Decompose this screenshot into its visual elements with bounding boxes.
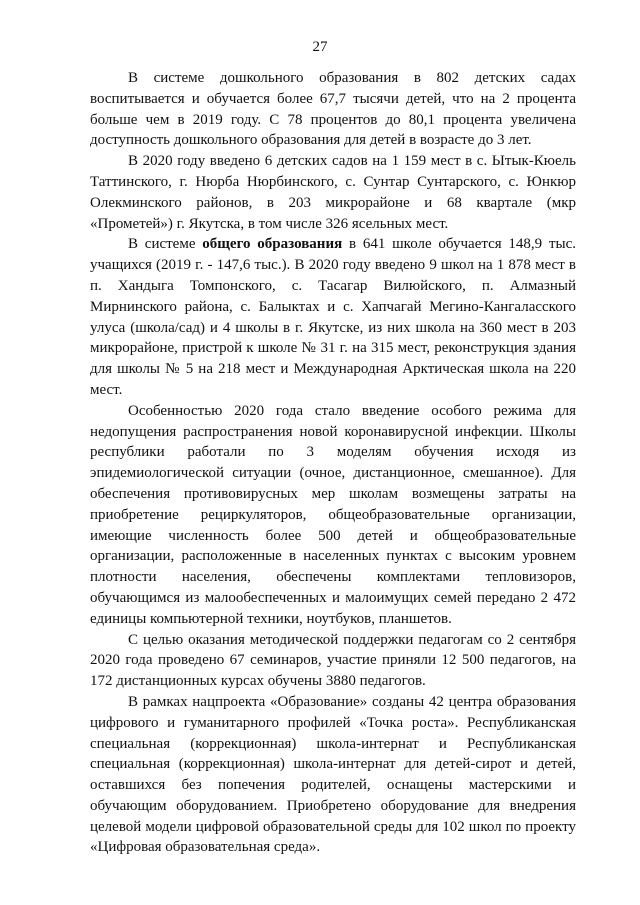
paragraph-general-education-intro: В системе xyxy=(128,236,203,253)
paragraph-national-project: В рамках нацпроекта «Образование» созданы 42 центра образования цифрового и гуманитарного профилей «Точка роста». Республиканская специальная (коррекционная) школа-интернат и Республиканская специальная (коррекционная) школа-интернат для детей-сирот и детей, оставшихся без попечения родителей, оснащены мастерскими и обучающим оборудованием. Приобретено оборудование для внедрения целевой модели цифровой образовательной среды для 102 школ по проекту «Цифровая образовательная среда». xyxy=(90,693,576,856)
paragraph-kindergartens-built: В 2020 году введено 6 детских садов на 1 159 мест в с. Ытык-Кюель Таттинского, г. Нюрба Нюрбинского, с. Сунтар Сунтарского, с. Юнкюр Олекминского районов, в 203 микрорайоне и 68 квартале (мкр «Прометей») г. Якутска, в том числе 326 ясельных мест. xyxy=(90,153,576,232)
page-number: 27 xyxy=(312,39,328,55)
paragraph-general-education xyxy=(90,234,576,400)
paragraph-teacher-support: С целью оказания методической поддержки педагогам со 2 сентября 2020 года проведено 67 семинаров, участие приняли 12 500 педагогов, на 172 дистанционных курсах обучены 3880 педагогов. xyxy=(90,631,576,690)
paragraph-covid-measures: Особенностью 2020 года стало введение особого режима для недопущения распространения новой коронавирусной инфекции. Школы республики работали по 3 моделям обучения исходя из эпидемиологической ситуации (очное, дистанционное, смешанное). Для обеспечения противовирусных мер школам возмещены затраты на приобретение рециркуляторов, общеобразовательные организации, имеющие численность более 500 детей и общеобразовательные организации, расположенные в населенных пунктах с высоким уровнем плотности населения, обеспечены комплектами тепловизоров, обучающимся из малообеспеченных и малоимущих семей передано 2 472 единицы компьютерной техники, ноутбуков, планшетов. xyxy=(90,402,576,627)
paragraph-general-education-body: в 641 школе обучается 148,9 тыс. учащихся (2019 г. - 147,6 тыс.). В 2020 году введено 9 школ на 1 878 мест в п. Хандыга Томпонского, с. Тасагар Вилюйского, п. Алмазный Мирнинского района, с. Балыктах и с. Хапчагай Мегино-Кангаласского улуса (школа/сад) и 4 школы в г. Якутске, из них школа на 360 мест в 203 микрорайоне, пристрой к школе № 31 г. на 315 мест, реконструкция здания для школы № 5 на 218 мест и Международная Арктическая школа на 220 мест. xyxy=(90,236,576,398)
paragraph-preschool-education: В системе дошкольного образования в 802 детских садах воспитывается и обучается более 67,7 тысячи детей, что на 2 процента больше чем в 2019 году. С 78 процентов до 80,1 процента увеличена доступность дошкольного образования для детей в возрасте до 3 лет. xyxy=(90,70,576,149)
document-body xyxy=(90,68,576,858)
general-education-bold-term: общего образования xyxy=(202,236,343,253)
